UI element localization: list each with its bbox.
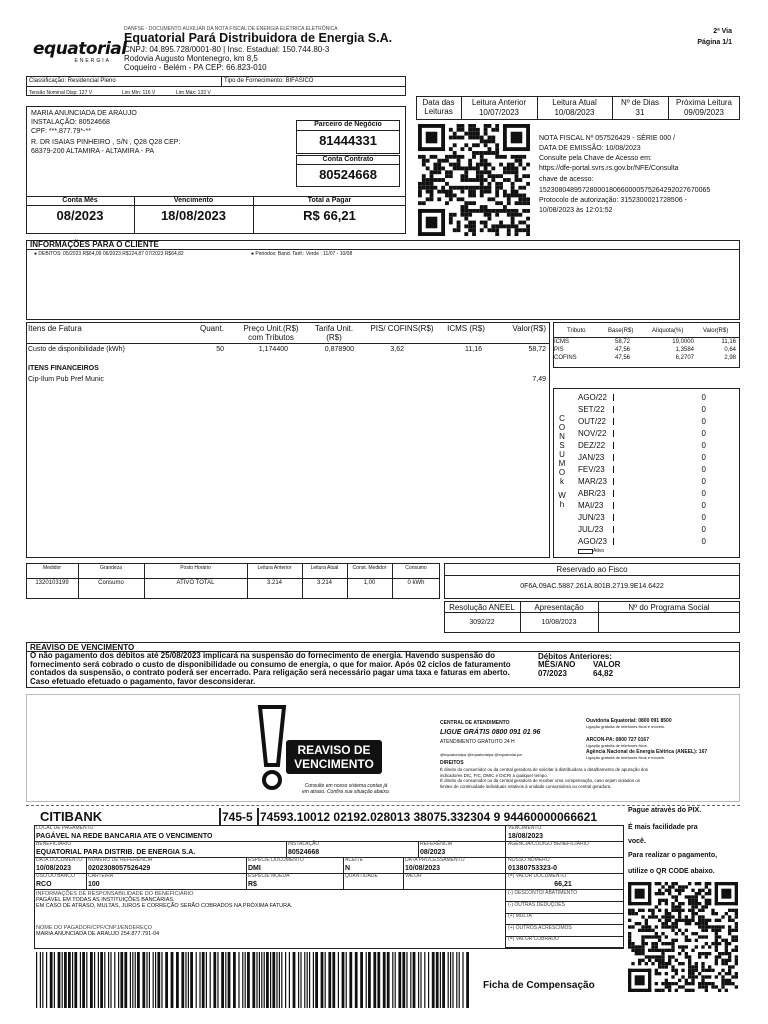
apresentacao-label: Apresentação — [534, 603, 584, 612]
aneel: Agência Nacional de Energia Elétrica (ANEEL): 167 — [586, 749, 708, 755]
boleto-value-datadoc: 10/08/2023 — [36, 865, 72, 872]
banner-sub-1: Consulte em nosso sistema contas já — [304, 783, 388, 789]
consumption-month: OUT/22 — [578, 417, 607, 426]
boleto-label-datadoc: DATA DOCUMENTO — [36, 857, 83, 863]
items-header-qty: Quant. — [199, 324, 224, 333]
consumption-month: SET/22 — [578, 405, 605, 414]
aneel-sub: Ligação gratuita de telefones fixos e móveis. — [586, 755, 665, 760]
consumption-value: 0 — [701, 429, 706, 438]
items-header-icms: ICMS (R$) — [447, 324, 485, 333]
boleto-value-moeda: R$ — [248, 881, 257, 888]
consumption-value: 0 — [701, 465, 706, 474]
boleto-value-uso: RCO — [36, 881, 52, 888]
nota-protocol: Protocolo de autorização: 3152300021728506 - — [539, 197, 687, 204]
days-label: Nº de Dias — [620, 98, 660, 107]
prev-debts-month: 07/2023 — [538, 669, 567, 678]
tax-cell: COFINS — [554, 355, 577, 361]
prev-reading-value: 10/07/2023 — [478, 108, 520, 117]
social-program-label: Nº do Programa Social — [628, 603, 710, 612]
pix-line-5: utilize o QR CODE abaixo. — [628, 868, 715, 875]
consumption-value: 0 — [701, 441, 706, 450]
consumption-bar — [613, 538, 614, 545]
boleto-label-aceite: ACEITE — [345, 857, 364, 863]
consumption-month: FEV/23 — [578, 465, 605, 474]
tax-cell: 47,56 — [614, 355, 630, 361]
boleto-value-venc: 18/08/2023 — [508, 833, 544, 840]
customer-address-2: 68379-200 ALTAMIRA - ALTAMIRA - PA — [31, 148, 155, 155]
consumption-month: AGO/22 — [578, 393, 607, 402]
boleto-value-aceite: N — [345, 865, 351, 872]
boleto-value-benef: EQUATORIAL PARA DISTRIB. DE ENERGIA S.A. — [36, 849, 196, 856]
boleto-value-ref: 08/2023 — [420, 849, 446, 856]
item-row-1-icms: 11,16 — [465, 346, 482, 353]
boleto-value-valordoc: 66,21 — [554, 881, 572, 888]
consumption-month: ABR/23 — [578, 489, 606, 498]
item-row-2-value: 7,49 — [532, 376, 546, 383]
boleto-value-local: PAGÁVEL NA REDE BANCARIA ATE O VENCIMENTO — [36, 833, 213, 840]
meter-header: Consumo — [405, 565, 427, 571]
prev-debts-value-header: VALOR — [593, 660, 621, 669]
items-header-value: Valor(R$) — [512, 324, 546, 333]
boleto-label-outros_acr: (+) OUTROS ACRÉSCIMOS — [508, 924, 572, 931]
company-logo — [33, 39, 127, 66]
next-reading-value: 09/09/2023 — [683, 108, 725, 117]
info-item-2: ● Periodos: Band. Tarif.: Verde : 11/07 - 10/08 — [251, 251, 353, 257]
customer-address-1: R. DR ISAIAS PINHEIRO , S/N , Q28 Q28 CEP: — [31, 139, 181, 146]
boleto-value-inst: 80524668 — [288, 849, 320, 856]
tax-cell: 6,2707 — [675, 355, 694, 361]
consumption-bar — [613, 502, 614, 509]
instructions-label: INFORMAÇÕES DE RESPONSABILIDADE DO BENEFICIÁRIO — [36, 891, 194, 897]
direitos-line-1: É direito do consumidor ou da central geradora de solicitar à distribuidora o detalhamento de apuração dos — [440, 767, 648, 772]
consumption-bar — [613, 394, 614, 401]
nota-line-1: NOTA FISCAL Nº 057526429 - SÉRIE 000 / — [539, 135, 676, 142]
item-row-1-value: 58,72 — [528, 346, 546, 353]
consumption-month: MAR/23 — [578, 477, 607, 486]
consumption-month: NOV/22 — [578, 429, 607, 438]
boleto-value-nosso: 01380753323-0 — [508, 865, 558, 872]
consumption-bar — [613, 406, 614, 413]
central-phone[interactable]: LIGUE GRÁTIS 0800 091 01 96 — [440, 729, 541, 736]
voltage-max: Lim Máx: 133 V — [176, 90, 211, 96]
meter-header: Leitura Atual — [310, 565, 339, 571]
boleto-label-benef: BENEFICIÁRIO — [36, 841, 72, 847]
partner-number: 81444331 — [319, 133, 377, 148]
cut-line — [26, 805, 740, 806]
customer-installation: INSTALAÇÃO: 80524668 — [31, 119, 110, 126]
items-header-tariff: Tarifa Unit.(R$) — [314, 324, 354, 342]
meter-value: 3.214 — [316, 580, 332, 586]
boleto-label-inst: INSTALAÇÃO — [288, 841, 320, 847]
pix-line-4: Para realizar o pagamento, — [628, 852, 718, 859]
curr-reading-label: Leitura Atual — [552, 98, 597, 107]
apresentacao-value: 10/08/2023 — [541, 619, 577, 626]
consumption-bar — [613, 430, 614, 437]
company-address-1: Rodovia Augusto Montenegro, km 8,5 — [124, 54, 258, 63]
boleto-label-carteira: CARTEIRA — [88, 873, 114, 879]
ouvidoria: Ouvidoria Equatorial: 0800 091 8500 — [586, 718, 672, 724]
pix-line-2: É mais facilidade pra — [628, 824, 698, 831]
company-cnpj: CNPJ: 04.895.728/0001-80 | Insc. Estadual: 150.744.80-3 — [124, 45, 330, 54]
meter-value: 0 kWh — [407, 580, 425, 586]
direitos-line-2: indicadores DIC, FIC, DMIC e DICRI a qualquer tempo. — [440, 772, 548, 778]
meter-header: Leitura Anterior — [257, 565, 292, 571]
legend-swatch — [578, 549, 593, 554]
consumption-value: 0 — [701, 477, 706, 486]
meter-value: Consumo — [98, 580, 124, 586]
boleto-label-agencia: AGÊNCIA/CÓDIGO BENEFICIÁRIO — [508, 841, 589, 847]
voltage-min: Lim Mín: 116 V — [122, 90, 156, 96]
contract-number: 80524668 — [319, 167, 377, 182]
tax-cell: 47,56 — [614, 347, 630, 353]
instructions-line-1: PAGÁVEL EM TODAS AS INSTITUIÇÕES BANCÁRIAS. — [36, 897, 175, 903]
payment-barcode[interactable] — [34, 952, 472, 1008]
month-label: Conta Mês — [62, 197, 98, 204]
meter-header: Grandeza — [100, 565, 122, 571]
boleto-value-especie: DMI — [248, 865, 261, 872]
logo-text: equatorial — [33, 39, 127, 59]
boleto-label-valor: VALOR — [405, 873, 422, 879]
consumption-month: DEZ/22 — [578, 441, 606, 450]
due-value: 18/08/2023 — [160, 208, 227, 223]
next-reading-label: Próxima Leitura — [675, 98, 733, 107]
taxes-header-aliquota: Alíquota(%) — [652, 328, 684, 334]
taxes-header-base: Base(R$) — [608, 328, 634, 334]
info-item-2-text: Periodos: Band. Tarif.: Verde : 11/07 - 10/08 — [255, 251, 353, 257]
fisco-value: 0F6A.09AC.5887.261A.801B.2719.9E14.6422 — [520, 583, 664, 590]
consumption-bar — [613, 526, 614, 533]
item-row-2-desc: Cip-Ilum Pub Pref Munic — [28, 376, 104, 383]
consumption-bar — [613, 418, 614, 425]
direitos-text — [440, 767, 740, 789]
pix-line-1: Pague através do PIX. — [628, 807, 702, 814]
company-address-2: Coqueiro - Belém - PA CEP: 66.823-010 — [124, 63, 267, 72]
reaviso-text: O não pagamento dos débitos até 25/08/2023 implicará na suspensão do fornecimento de energia. Havendo suspensão do fornecimento será cobrado o custo de disponibilidade ou consumo de energia, o que for maior. Após 02 ciclos de faturamento contados da suspensão, o contrato poderá ser encerrado. Para religação será necessário pagar uma taxa e faturas em aberto. Caso efetuado efetuado o pagamento, favor desconsiderar. — [30, 651, 511, 686]
central-hours: ATENDIMENTO GRATUITO 24 H — [440, 739, 515, 745]
items-header-price: Preço Unit.(R$) com Tributos — [243, 324, 299, 342]
item-row-1-price: 1,174400 — [258, 346, 288, 353]
info-item-1-text: DEBITOS: 05/2023 R$64,09 06/2023 R$124,87 07/2023 R$64,82 — [38, 251, 184, 257]
nota-line-2: DATA DE EMISSÃO: 10/08/2023 — [539, 145, 641, 152]
consumption-bar — [613, 442, 614, 449]
meter-value: 1,00 — [363, 580, 376, 586]
banner-title-2: VENCIMENTO — [294, 757, 374, 771]
direitos-line-4: limites de continuidade individuais relativos à unidade consumidora ou central geradora. — [440, 783, 612, 789]
banner-sub-2: em atraso. Confira sua situação abaixo. — [301, 789, 391, 795]
meter-header: Medidor — [42, 565, 62, 571]
prev-debts-title: Débitos Anteriores: — [538, 652, 612, 661]
boleto-label-nosso: NOSSO NÚMERO — [508, 857, 550, 863]
boleto-value-carteira: 100 — [88, 881, 100, 888]
info-item-1: ● DEBITOS: 05/2023 R$64,09 06/2023 R$124,87 07/2023 R$64,82 — [34, 251, 184, 257]
days-value: 31 — [635, 108, 645, 117]
nota-access-key: 15230804895728000180660000575264292027670065 — [539, 187, 711, 194]
consumption-value: 0 — [701, 525, 706, 534]
direitos-title: DIREITOS — [440, 760, 464, 766]
consumption-bar — [613, 466, 614, 473]
items-header-desc: Itens de Fatura — [28, 324, 82, 333]
tax-cell: 0,64 — [724, 347, 736, 353]
danfe-note: DANFSE - DOCUMENTO AUXILIAR DA NOTA FISCAL DE ENERGIA ELÉTRICA ELETRÔNICA — [124, 26, 338, 32]
consumption-bar — [613, 490, 614, 497]
total-value: R$ 66,21 — [303, 208, 356, 223]
consumption-value: 0 — [701, 489, 706, 498]
meter-value: 3.214 — [266, 580, 282, 586]
boleto-label-multa: (+) MULTA — [508, 913, 532, 920]
prev-debts-month-header: MÊS/ANO — [538, 660, 576, 669]
customer-name: MARIA ANUNCIADA DE ARAUJO — [31, 110, 137, 117]
nota-line-3: Consulte pela Chave de Acesso em: — [539, 155, 652, 162]
legend-label: Ativo — [593, 548, 605, 554]
tax-cell: PIS — [554, 347, 564, 353]
item-row-1-qty: 50 — [216, 346, 224, 353]
consumption-month: MAI/23 — [578, 501, 604, 510]
classification-text: Classificação: Residencial Pleno — [29, 78, 116, 84]
item-row-1-piscofins: 3,62 — [390, 346, 404, 353]
boleto-label-qtd: QUANTIDADE — [345, 873, 378, 879]
company-name: Equatorial Pará Distribuidora de Energia S.A. — [124, 31, 393, 45]
tax-cell: 11,16 — [721, 339, 736, 345]
consumption-vertical-label: C O N S U M O k W h — [558, 414, 566, 509]
nfe-qr-code — [418, 124, 530, 236]
boleto-value-dataproc: 10/08/2023 — [405, 865, 441, 872]
taxes-header-tributo: Tributo — [567, 328, 586, 334]
ficha-label: Ficha de Compensação — [483, 980, 595, 991]
consumption-month: AGO/23 — [578, 537, 607, 546]
pix-qr-code[interactable] — [628, 882, 738, 992]
consumption-value: 0 — [701, 537, 706, 546]
boleto-label-desc: (-) DESCONTO/ ABATIMENTO — [508, 890, 578, 896]
meter-value: 1320103199 — [35, 580, 69, 586]
bank-name: CITIBANK — [40, 809, 103, 824]
boleto-label-especie: ESPÉCIE DOCUMENTO — [248, 857, 304, 863]
nota-line-5: chave de acesso: — [539, 176, 594, 183]
nota-line-4[interactable]: https://dfe-portal.svrs.rs.gov.br/NFE/Consulta — [539, 165, 679, 172]
prev-reading-label: Leitura Anterior — [471, 98, 527, 107]
voltage-nominal: Tensão Nominal Disp: 127 V — [29, 90, 93, 96]
boleto-label-ref: REFERÊNCIA — [420, 841, 453, 847]
page-label: Página 1/1 — [697, 39, 732, 46]
payer-value: MARIA ANUNCIADA DE ARAUJO 254.877.791-04 — [36, 931, 160, 937]
consumption-value: 0 — [701, 393, 706, 402]
consumption-month: JUL/23 — [578, 525, 604, 534]
meter-header: Const. Medidor — [352, 565, 387, 571]
items-table — [26, 322, 550, 558]
item-row-1-tariff: 0,878900 — [324, 346, 354, 353]
boleto-label-valordoc: (=) VALOR DOCUMENTO — [508, 873, 567, 879]
aneel-value: 3092/22 — [469, 619, 495, 626]
consumption-value: 0 — [701, 405, 706, 414]
fisco-label: Reservado ao Fisco — [556, 565, 628, 574]
instructions-line-2: EM CASO DE ATRASO, MULTAS, JUROS E CORREÇÃO SERÃO COBRADOS NA PRÓXIMA FATURA. — [36, 903, 293, 909]
item-row-1-desc: Custo de disponibilidade (kWh) — [28, 346, 125, 353]
consumption-value: 0 — [701, 501, 706, 510]
boleto-label-outras_ded: (-) OUTRAS DEDUÇÕES — [508, 901, 565, 908]
boleto-label-local: LOCAL DE PAGAMENTO — [36, 825, 94, 831]
taxes-header-valor: Valor(R$) — [703, 328, 729, 334]
boleto-label-cobrado: (=) VALOR COBRADO — [508, 936, 559, 943]
boleto-label-moeda: ESPÉCIE MOEDA — [248, 873, 290, 879]
aneel-label: Resolução ANEEL — [449, 603, 515, 612]
exclamation-icon — [256, 705, 288, 791]
direitos-line-3: É direito do consumidor ou da central geradora de receber uma compensação, caso sejam violados os — [440, 778, 640, 783]
contract-label: Conta Contrato — [322, 156, 374, 163]
arcon: ARCON-PA: 0800 727 0167 — [586, 737, 649, 743]
digitable-line[interactable]: 74593.10012 02192.028013 38075.332304 9 94460000066621 — [260, 810, 598, 824]
arcon-sub: Ligação gratuita de telefones fixos. — [586, 743, 648, 748]
consumption-value: 0 — [701, 453, 706, 462]
nota-protocol-date: 10/08/2023 às 12:01:52 — [539, 207, 613, 214]
supply-type-text: Tipo de Fornecimento: BIFÁSICO — [224, 78, 314, 84]
tax-cell: ICMS — [554, 339, 569, 345]
items-header-piscofins: PIS/ COFINS(R$) — [370, 324, 434, 333]
consumption-value: 0 — [701, 513, 706, 522]
boleto-label-numdoc: NÚMERO DE REFERÊNCIA — [88, 857, 153, 863]
consumption-bar — [613, 454, 614, 461]
boleto-label-dataproc: DATA PROCESSAMENTO — [405, 857, 465, 863]
banner-title-1: REAVISO DE — [297, 743, 371, 757]
meter-value: ATIVO TOTAL — [176, 580, 215, 586]
partner-label: Parceiro de Negócio — [314, 121, 382, 128]
pix-line-3: você. — [628, 838, 646, 845]
consumption-bar — [613, 478, 614, 485]
due-label: Vencimento — [173, 197, 214, 204]
consumption-bar — [613, 514, 614, 521]
tax-cell: 19,0000 — [672, 339, 694, 345]
consumption-month: JUN/23 — [578, 513, 605, 522]
month-value: 08/2023 — [56, 208, 104, 223]
total-label: Total a Pagar — [307, 197, 352, 204]
via-label: 2ª Via — [713, 28, 732, 35]
payer-label: NOME DO PAGADOR/CPF/CNPJ/ENDEREÇO — [36, 925, 153, 931]
curr-reading-value: 10/08/2023 — [554, 108, 595, 117]
readings-dates-label: Data das Leituras — [422, 98, 455, 116]
meter-header: Posto Horário — [180, 565, 211, 571]
ouvidoria-sub: Ligação gratuita de telefones fixos e móveis. — [586, 724, 665, 729]
info-title: INFORMAÇÕES PARA O CLIENTE — [30, 240, 159, 249]
boleto-label-uso: USO DO BANCO — [36, 873, 75, 879]
prev-debts-value: 64,82 — [593, 669, 614, 678]
boleto-label-venc: VENCIMENTO — [508, 825, 542, 831]
reaviso-title: REAVISO DE VENCIMENTO — [30, 643, 135, 652]
tax-cell: 2,98 — [724, 355, 736, 361]
logo-subtext: ENERGIA — [74, 58, 111, 64]
tax-cell: 58,72 — [614, 339, 630, 345]
fin-items-title: ITENS FINANCEIROS — [28, 365, 99, 372]
central-social: @equatorialpa @equatorialpa @equatorial.pa — [440, 752, 522, 757]
central-title: CENTRAL DE ATENDIMENTO — [440, 720, 510, 726]
tax-cell: 1,3584 — [675, 347, 694, 353]
bank-code: 745-5 — [222, 810, 253, 824]
customer-cpf: CPF: ***.877.79*-** — [31, 128, 91, 135]
consumption-value: 0 — [701, 417, 706, 426]
consumption-month: JAN/23 — [578, 453, 605, 462]
boleto-value-numdoc: 0202308057526429 — [88, 865, 151, 872]
